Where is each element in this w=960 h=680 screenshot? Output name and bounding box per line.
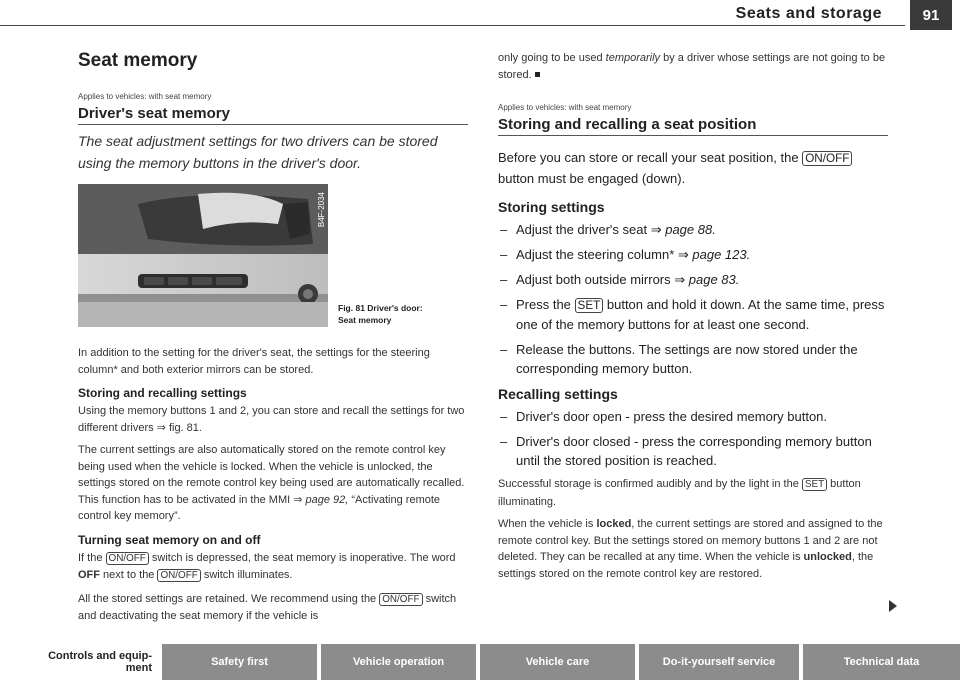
list-item <box>498 270 888 289</box>
para-on-off-text-b: switch is depressed, the seat memory is inoperative. The word <box>148 551 456 564</box>
step-text: button and hold it down. At the same time, press one of the memory buttons for at least one second. <box>516 297 885 332</box>
step-text: Adjust the steering column* ⇒ <box>516 247 693 262</box>
left-section-header <box>78 92 468 174</box>
applies-note: Applies to vehicles: with seat memory <box>78 92 212 101</box>
recalling-steps-list <box>498 407 888 470</box>
list-item: – Driver's door open - press the desired memory button. <box>498 407 888 426</box>
on-off-button-label: ON/OFF <box>157 569 200 582</box>
tab-label: Vehicle care <box>525 656 590 668</box>
intro-text: The seat adjustment settings for two drivers can be stored using the memory buttons in the driver's door. <box>78 133 438 171</box>
para-on-off-switch <box>78 550 468 585</box>
tab-label: Vehicle operation <box>352 656 445 668</box>
para-retained-text-a: All the stored settings are retained. We recommend using the <box>78 592 380 605</box>
heading-recalling-settings: Recalling settings <box>498 386 618 402</box>
para-additional-settings: In addition to the setting for the driver's seat, the settings for the steering column* and both exterior mirrors can be stored. <box>78 347 430 376</box>
tab-label: Do-it-yourself service <box>662 656 776 668</box>
step-text: Adjust both outside mirrors ⇒ <box>516 272 689 287</box>
confirm-text-a: Successful storage is confirmed audibly and by the light in the <box>498 478 802 490</box>
para-before-store <box>498 148 888 189</box>
step-text: Adjust the driver's seat ⇒ <box>516 222 666 237</box>
locked-word: locked <box>596 518 632 530</box>
para-continued <box>498 50 888 83</box>
page-ref-link[interactable]: page 83. <box>688 272 740 287</box>
para-locked-unlocked <box>498 516 888 582</box>
on-off-button-label: ON/OFF <box>379 593 422 606</box>
tab-safety-first[interactable] <box>162 644 317 680</box>
tab-technical-data[interactable] <box>803 644 960 680</box>
list-item <box>498 220 888 239</box>
heading-storing-settings: Storing settings <box>498 199 605 215</box>
on-off-button-label: ON/OFF <box>802 151 852 166</box>
page-ref-link[interactable]: page 123. <box>692 247 751 262</box>
off-word: OFF <box>78 569 100 581</box>
set-button-label: SET <box>802 478 827 491</box>
section-subtitle-right: Storing and recalling a seat position <box>498 116 757 133</box>
step-text: Press the <box>516 297 575 312</box>
door-panel-figure <box>78 184 328 327</box>
figure-caption <box>338 302 423 326</box>
page-ref-link[interactable]: page 92, <box>305 493 349 506</box>
para-memory-buttons: Using the memory buttons 1 and 2, you can store and recall the settings for two different drivers ⇒ fig. 81. <box>78 405 465 434</box>
figure-caption-line2: Seat memory <box>338 315 392 325</box>
para-remote-key <box>78 442 468 525</box>
cont-text-b: by a driver whose settings are not going to be stored. <box>498 52 886 81</box>
on-off-button-label: ON/OFF <box>106 552 149 565</box>
list-item: – Driver's door closed - press the corresponding memory button until the stored position is reached. <box>498 432 888 470</box>
tab-label: Safety first <box>211 656 268 668</box>
tab-controls-equipment[interactable] <box>0 644 158 680</box>
storing-steps-list <box>498 220 888 378</box>
para-on-off-text-c: next to the <box>100 569 158 581</box>
para-on-off-text-d: switch illuminates. <box>200 569 293 581</box>
section-subtitle: Driver's seat memory <box>78 105 230 122</box>
right-column <box>498 50 888 582</box>
figure-caption-line1: Fig. 81 Driver's door: <box>338 303 423 313</box>
list-item: – Release the buttons. The settings are now stored under the corresponding memory button. <box>498 340 888 378</box>
cont-text-a: only going to be used <box>498 52 606 64</box>
tab-label: Controls and equip- ment <box>48 650 152 674</box>
locked-text-b: , the current settings are stored and assigned to the remote control key. But the settings stored on memory buttons 1 and 2 are not deleted. They can be recalled at any time. When the vehicle is <box>498 518 883 563</box>
subtitle-rule <box>78 124 468 125</box>
para-confirmation <box>498 476 888 510</box>
locked-text-a: When the vehicle is <box>498 518 597 530</box>
before-store-text-a: Before you can store or recall your seat position, the <box>498 150 803 165</box>
para-retained-text-b: switch and deactivating the seat memory if the vehicle is <box>78 592 457 622</box>
para-stored-retained <box>78 591 468 625</box>
subtitle-rule-right <box>498 135 888 136</box>
unlocked-word: unlocked <box>803 551 852 563</box>
locked-text-c: , the settings stored on the remote control key are restored. <box>498 551 874 580</box>
continue-arrow-icon <box>889 600 897 612</box>
left-body <box>78 345 468 625</box>
heading-storing-recalling: Storing and recalling settings <box>78 386 247 400</box>
page-ref-link[interactable]: page 88. <box>665 222 716 237</box>
footer-nav <box>0 644 960 680</box>
cont-emphasis: temporarily <box>605 52 661 64</box>
tab-vehicle-operation[interactable] <box>321 644 476 680</box>
para-on-off-text-a: If the <box>78 551 106 564</box>
page-title: Seat memory <box>78 50 198 71</box>
header-rule <box>0 25 905 26</box>
list-item <box>498 245 888 264</box>
before-store-text-b: button must be engaged (down). <box>498 171 686 186</box>
tab-diy-service[interactable] <box>639 644 799 680</box>
end-of-section-marker <box>535 72 540 77</box>
para-remote-key-text: The current settings are also automatically stored on the remote control key being used when the vehicle is locked. When the vehicle is unlocked, the settings stored on the remote control key being used are automatically recalled. This function has to be activated in the MMI ⇒ <box>78 444 465 506</box>
para-remote-key-tail: “Activating remote control key memory”. <box>78 493 441 522</box>
applies-note-right: Applies to vehicles: with seat memory <box>498 103 632 112</box>
page-number: 91 <box>910 0 952 30</box>
list-item <box>498 295 888 334</box>
tab-vehicle-care[interactable] <box>480 644 635 680</box>
heading-turning-on-off: Turning seat memory on and off <box>78 532 261 547</box>
set-button-label: SET <box>575 298 604 313</box>
confirm-text-b: button illuminating. <box>498 478 861 508</box>
figure-code: B4F-2034 <box>317 192 326 228</box>
tab-label: Technical data <box>843 656 920 668</box>
section-title: Seats and storage <box>735 5 882 22</box>
